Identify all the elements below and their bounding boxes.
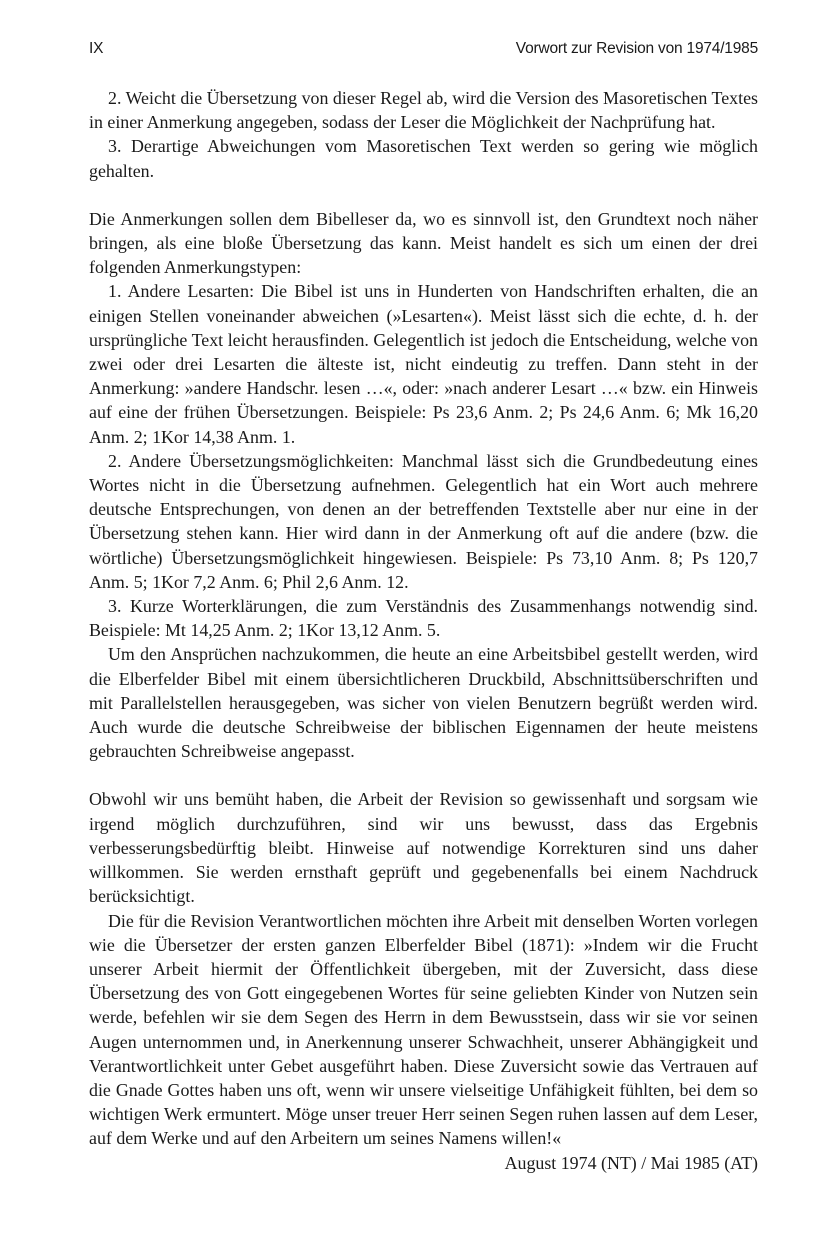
paragraph-closing-quote: Die für die Revision Verantwortlichen möchten ihre Arbeit mit denselben Worten vorlegen wie die Übersetzer der ersten ganzen Elberfelder Bibel (1871): »Indem wir die Frucht unserer Arbeit hiermit der Öffentlichkeit übergeben, mit der Zuversicht, dass diese Übersetzung des von Gott eingegebenen Wortes für seine geliebten Kinder von Nutzen sein werde, befehlen wir sie dem Segen des Herrn in dem Bewusstsein, dass wir sie vor seinen Augen unternommen und, in Anerkennung unserer Schwachheit, unserer Abhängigkeit und Verantwortlichkeit unter Gebet ausgeführt haben. Diese Zuversicht sowie das Vertrauen auf die Gnade Gottes haben uns oft, wenn wir unsere vielseitige Unfähigkeit fühlten, bei dem so wichtigen Werk ermuntert. Möge unser treuer Herr seinen Segen ruhen lassen auf dem Leser, auf dem Werke und auf den Arbeitern um seines Namens willen!«	[89, 910, 758, 1149]
paragraph-annotation-type-2: 2. Andere Übersetzungsmöglichkeiten: Manchmal lässt sich die Grundbedeutung eines Wortes nicht in die Übersetzung aufnehmen. Gelegentlich hat ein Wort auch mehrere deutsche Entsprechungen, von denen an der betreffenden Textstelle aber nur eine in der Übersetzung stehen kann. Hier wird dann in der Anmerkung oft auf die andere (bzw. die wörtliche) Übersetzungsmöglichkeit hingewiesen. Beispiele: Ps 73,10 Anm. 8; Ps 120,7 Anm. 5; 1Kor 7,2 Anm. 6; Phil 2,6 Anm. 12.	[89, 450, 758, 592]
paragraph-annotation-type-1: 1. Andere Lesarten: Die Bibel ist uns in Hunderten von Handschriften erhalten, die an einigen Stellen voneinander abweichen (»Lesarten«). Meist lässt sich die echte, d. h. der ursprüngliche Text leicht herausfinden. Gelegentlich ist jedoch die Entscheidung, welche von zwei oder drei Lesarten die älteste ist, nicht eindeutig zu treffen. Dann steht in der Anmerkung: »andere Handschr. lesen …«, oder: »nach anderer Lesart …« bzw. ein Hinweis auf eine der frühen Übersetzungen. Beispiele: Ps 23,6 Anm. 2; Ps 24,6 Anm. 6; Mk 16,20 Anm. 2; 1Kor 14,38 Anm. 1.	[89, 281, 758, 447]
paragraph-layout-changes: Um den Ansprüchen nachzukommen, die heute an eine Arbeitsbibel gestellt werden, wird die Elberfelder Bibel mit einem übersichtlicheren Druckbild, Abschnittsüberschriften und mit Parallelstellen herausgegeben, was sicher von vielen Benutzern begrüßt werden wird. Auch wurde die deutsche Schreibweise der biblischen Eigennamen der heute meistens gebrauchten Schreibweise angepasst.	[89, 644, 758, 762]
running-title: Vorwort zur Revision von 1974/1985	[515, 40, 758, 57]
page-header	[89, 40, 758, 58]
paragraph-rule-3: 3. Derartige Abweichungen vom Masoretischen Text werden so gering wie möglich gehalten.	[89, 136, 758, 181]
date-signature: August 1974 (NT) / Mai 1985 (AT)	[504, 1152, 758, 1173]
paragraph-rule-2: 2. Weicht die Übersetzung von dieser Regel ab, wird die Version des Masoretischen Textes in einer Anmerkung angegeben, sodass der Leser die Möglichkeit der Nachprüfung hat.	[89, 88, 758, 133]
page-number: IX	[89, 40, 104, 57]
page-body	[89, 86, 758, 1175]
paragraph-annotations-intro: Die Anmerkungen sollen dem Bibelleser da, wo es sinnvoll ist, den Grundtext noch näher bringen, als eine bloße Übersetzung das kann. Meist handelt es sich um einen der drei folgenden Anmerkungstypen:	[89, 208, 758, 278]
paragraph-annotation-type-3: 3. Kurze Worterklärungen, die zum Verständnis des Zusammenhangs notwendig sind. Beispiele: Mt 14,25 Anm. 2; 1Kor 13,12 Anm. 5.	[89, 596, 758, 641]
paragraph-corrections: Obwohl wir uns bemüht haben, die Arbeit der Revision so gewissenhaft und sorgsam wie irgend möglich durchzuführen, sind wir uns bewusst, dass das Ergebnis verbesserungsbedürftig bleibt. Hinweise auf notwendige Korrekturen sind uns daher willkommen. Sie werden ernsthaft geprüft und gegebenenfalls bei einem Nachdruck berücksichtigt.	[89, 789, 758, 907]
